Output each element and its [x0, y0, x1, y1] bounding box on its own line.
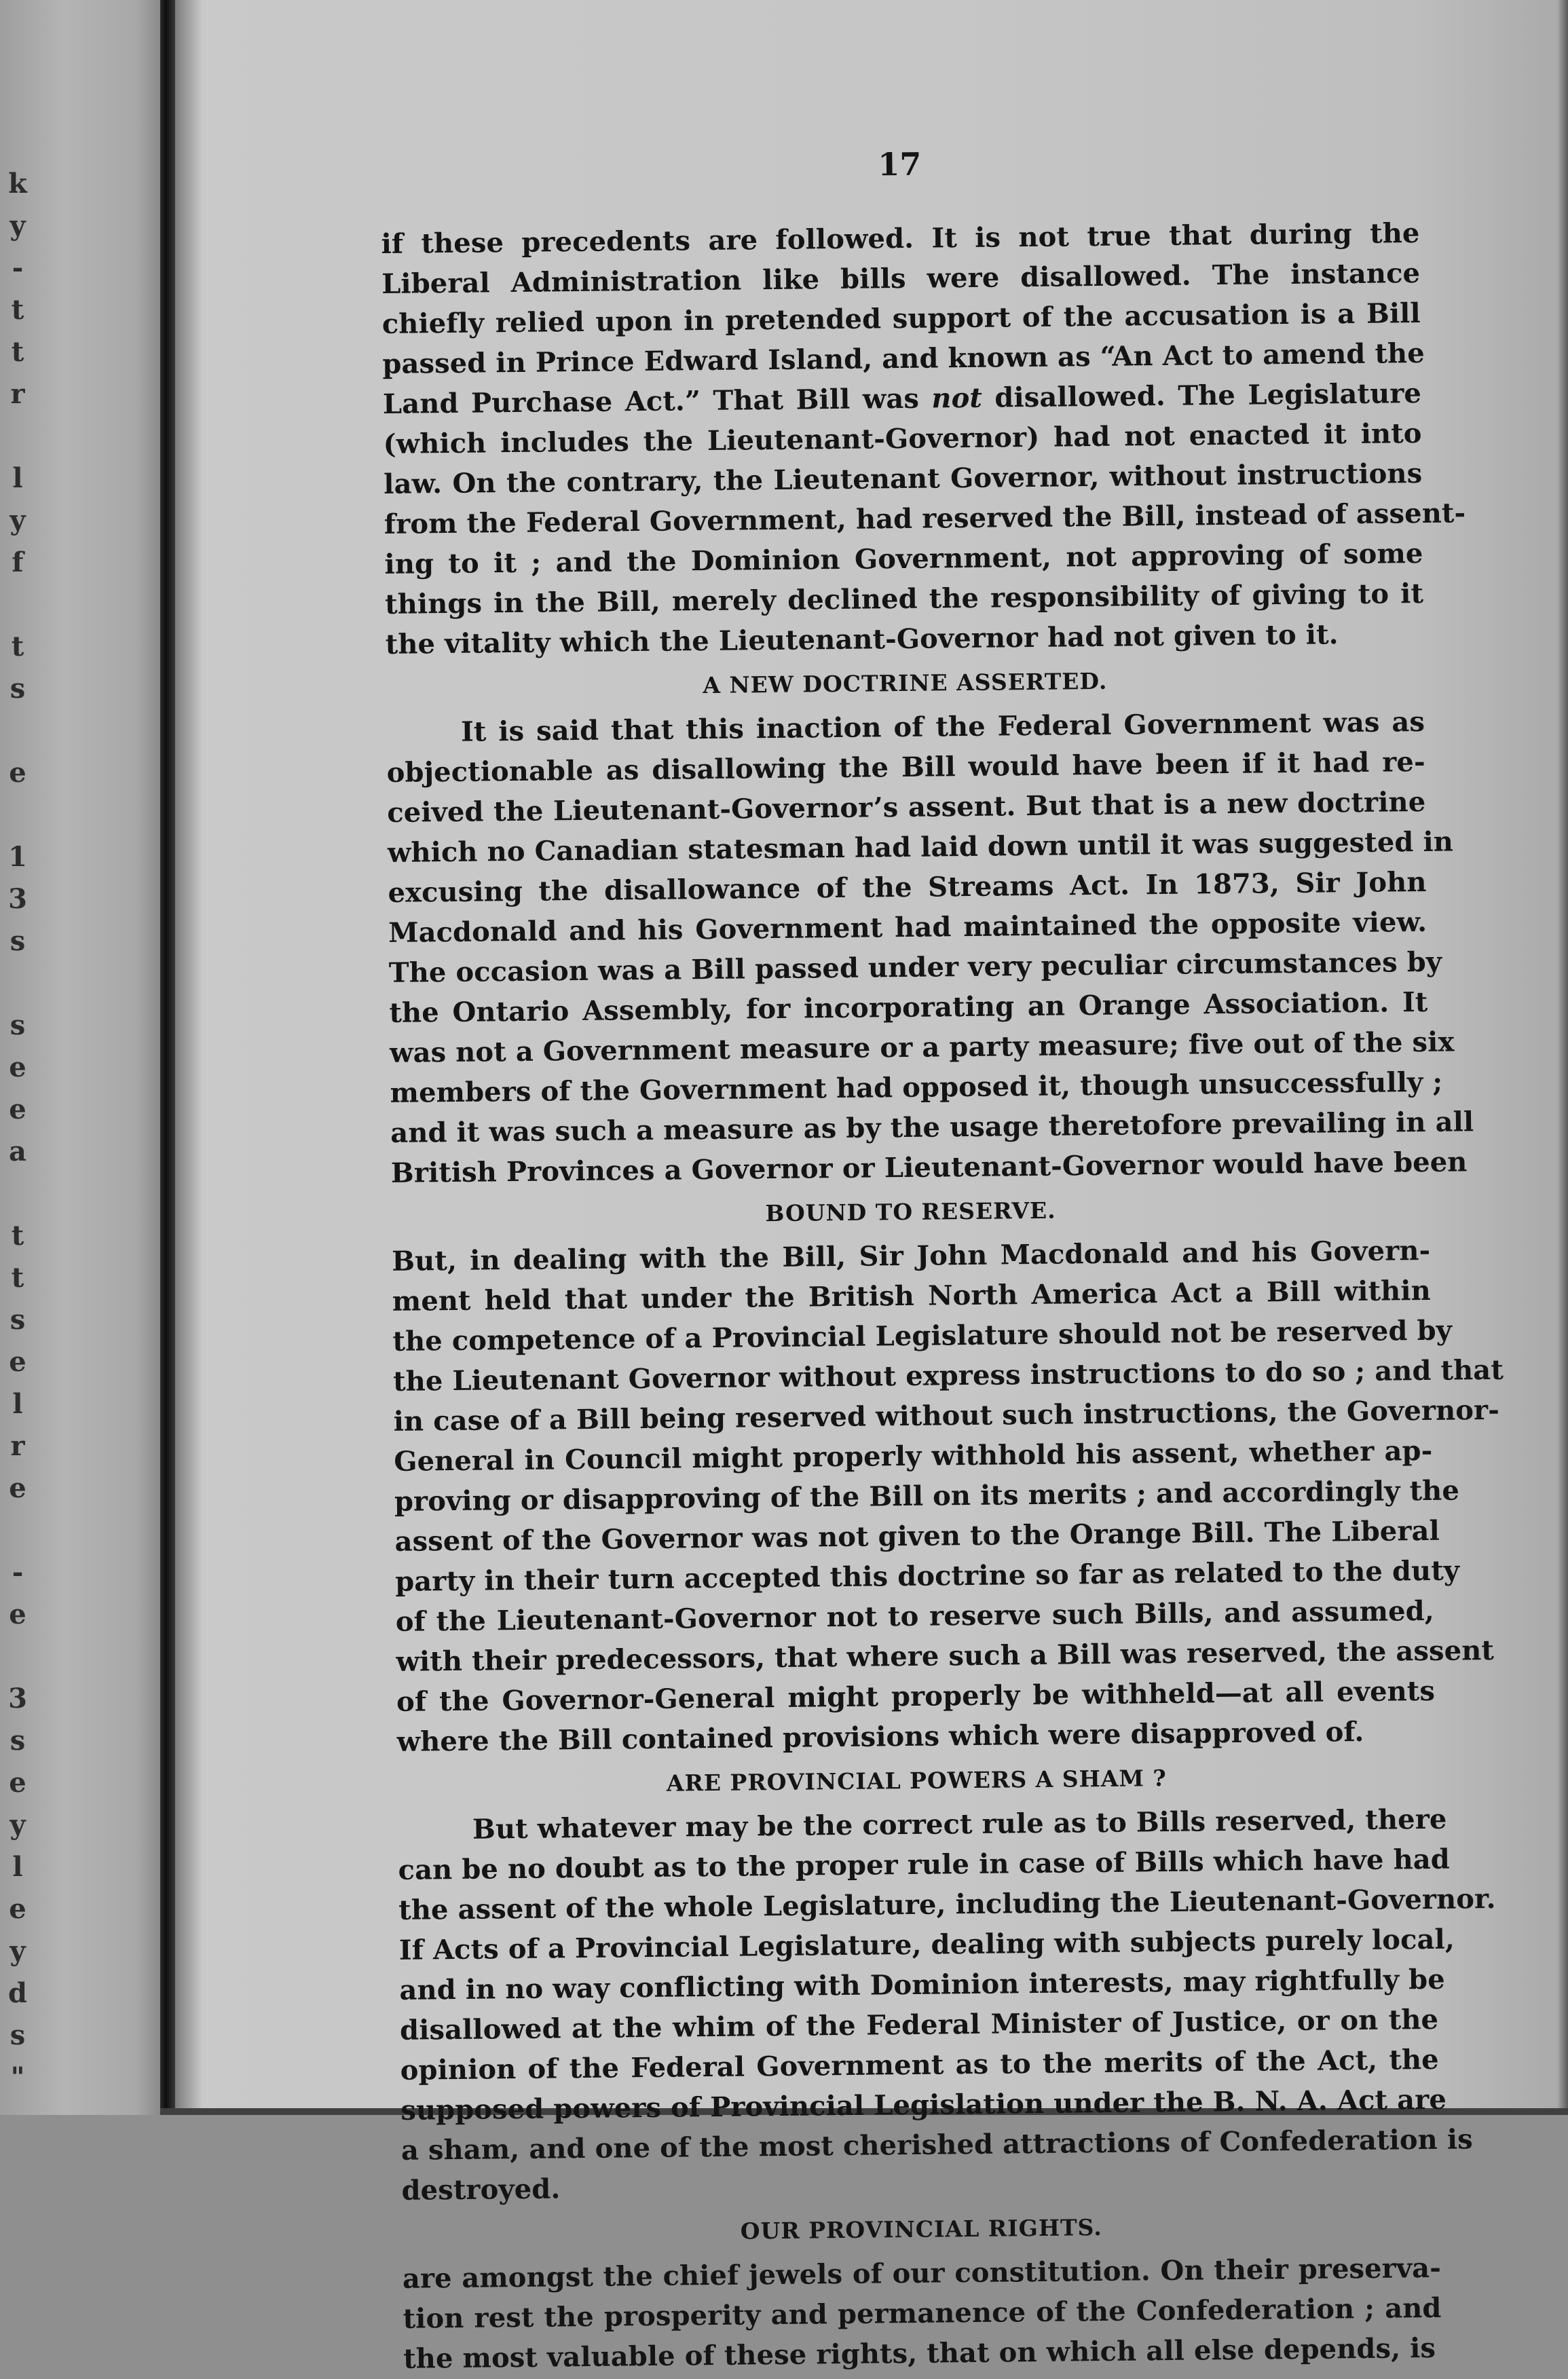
bleed-letter: e — [9, 1472, 26, 1504]
bleed-letter: t — [11, 631, 24, 662]
bleed-letter: r — [10, 378, 25, 410]
paragraph — [386, 702, 1474, 1193]
bleed-letter: l — [12, 1388, 23, 1420]
bleed-letter: t — [11, 336, 24, 368]
bleed-letter: s — [10, 673, 26, 705]
text-line: and it was such a measure as by the usage theretofore prevailing in all — [390, 1106, 1474, 1149]
text-line: the most valuable of these rights, that on which all else depends, is — [403, 2331, 1436, 2375]
text-line: a sham, and one of the most cherished attractions of Confederation is — [400, 2123, 1474, 2167]
paragraph — [392, 1231, 1504, 1762]
bleed-letter: y — [10, 210, 26, 242]
bleed-letter: r — [10, 1430, 25, 1462]
section-heading: BOUND TO RESERVE. — [765, 1197, 1056, 1227]
text-line: members of the Government had opposed it, though unsuccessfully ; — [390, 1066, 1443, 1109]
text-line: can be no doubt as to the proper rule in case of Bills which have had — [398, 1843, 1451, 1886]
paragraph — [403, 2248, 1442, 2379]
bleed-letter — [4, 1173, 31, 1215]
text-line: Macdonald and his Government had maintained the opposite view. — [388, 905, 1427, 949]
text-line: which no Canadian statesman had laid down until it was suggested in — [387, 825, 1454, 869]
section-heading: OUR PROVINCIAL RIGHTS. — [740, 2214, 1102, 2245]
text-line: proving or disapproving of the Bill on its merits ; and accordingly the — [394, 1474, 1460, 1518]
text-line: the Ontario Assembly, for incorporating an Orange Association. It — [389, 986, 1428, 1029]
bleed-letter: s — [10, 2019, 26, 2051]
text-line: the Lieutenant Governor without express instructions to do so ; and that — [392, 1353, 1504, 1398]
bleed-letter: y — [10, 1935, 26, 1967]
bleed-letter: k — [8, 168, 27, 200]
bleed-letter: f — [12, 546, 24, 578]
text-line: excusing the disallowance of the Streams Act. In 1873, Sir John — [388, 865, 1427, 909]
text-line: the assent of the whole Legislature, including the Lieutenant-Governor. — [398, 1882, 1496, 1926]
text-line: of the Governor-General might properly be withheld—at all events — [396, 1674, 1436, 1718]
page-number: 17 — [878, 145, 922, 183]
bleed-letter: s — [10, 1009, 26, 1041]
section-heading: ARE PROVINCIAL POWERS A SHAM ? — [666, 1764, 1167, 1797]
bleed-letter — [4, 415, 31, 457]
text-line: supposed powers of Provincial Legislation under the B. N. A. Act are — [400, 2083, 1447, 2127]
text-line: from the Federal Government, had reserved the Bill, instead of assent- — [384, 497, 1466, 540]
text-line: tion rest the prosperity and permanence of the Confederation ; and — [403, 2291, 1442, 2335]
bleed-letter: 3 — [8, 1683, 27, 1715]
bleed-letter — [4, 1636, 31, 1678]
text-line: assent of the Governor was not given to the Orange Bill. The Liberal — [394, 1514, 1440, 1558]
bleed-letter: l — [12, 462, 23, 494]
bleed-letter: 3 — [8, 883, 27, 915]
text-line: passed in Prince Edward Island, and known as “An Act to amend the — [382, 337, 1425, 380]
text-line: law. On the contrary, the Lieutenant Governor, without instructions — [384, 457, 1423, 500]
bleed-letter: t — [11, 1220, 24, 1252]
bleed-letter: " — [10, 2061, 25, 2093]
bleed-letter: l — [12, 1851, 23, 1883]
text-line: British Provinces a Governor or Lieutenant-Governor would have been — [390, 1146, 1468, 1189]
bleed-letter: e — [9, 1093, 26, 1125]
bleed-letter: e — [9, 1051, 26, 1083]
text-line: objectionable as disallowing the Bill would have been if it had re- — [386, 745, 1425, 789]
bleed-letter: y — [10, 1809, 26, 1841]
bleed-letter: a — [9, 1136, 26, 1167]
text-line: (which includes the Lieutenant-Governor) had not enacted it into — [383, 417, 1422, 460]
text-line: ing to it ; and the Dominion Government, not approving of some — [384, 537, 1423, 580]
bleed-letter — [4, 794, 31, 836]
text-line: are amongst the chief jewels of our constitution. On their preserva- — [402, 2251, 1442, 2295]
document-body — [381, 213, 1504, 2379]
text-line: It is said that this inaction of the Federal Government was as — [460, 705, 1425, 748]
bleed-letter: - — [12, 1556, 24, 1588]
text-line: was not a Government measure or a party measure; five out of the six — [389, 1026, 1455, 1069]
bleed-letter: y — [10, 504, 26, 536]
bleed-letter: e — [9, 1767, 26, 1799]
text-line: Liberal Administration like bills were disallowed. The instance — [381, 257, 1421, 300]
text-line: If Acts of a Provincial Legislature, dealing with subjects purely local, — [398, 1923, 1455, 1966]
text-line: the vitality which the Lieutenant-Governor had not given to it. — [385, 618, 1339, 660]
text-line: in case of a Bill being reserved without such instructions, the Governor- — [393, 1393, 1500, 1438]
bleed-letter: t — [11, 294, 24, 326]
text-line: things in the Bill, merely declined the responsibility of giving to it — [384, 577, 1424, 620]
text-line: and in no way conflicting with Dominion interests, may rightfully be — [399, 1963, 1446, 2006]
text-line: ceived the Lieutenant-Governor’s assent. But that is a new doctrine — [387, 785, 1426, 829]
text-line: But, in dealing with the Bill, Sir John Macdonald and his Govern- — [392, 1234, 1431, 1277]
text-line: of the Lieutenant-Governor not to reserve such Bills, and assumed, — [395, 1594, 1434, 1638]
spine-shadow — [175, 0, 202, 2115]
text-line: chiefly relied upon in pretended support of the accusation is a Bill — [381, 297, 1421, 340]
bleed-letter: d — [8, 1977, 27, 2009]
bleed-letter: s — [10, 1725, 26, 1757]
text-line: But whatever may be the correct rule as to Bills reserved, there — [472, 1803, 1447, 1846]
bleed-letter: t — [11, 1262, 24, 1294]
book-spine — [160, 0, 175, 2115]
text-line: where the Bill contained provisions which were disapproved of. — [396, 1715, 1364, 1758]
paragraph — [398, 1799, 1496, 2211]
text-line: Land Purchase Act.” That Bill was not disallowed. The Legislature — [382, 377, 1422, 420]
bleed-letter — [4, 584, 31, 626]
bleed-letter: e — [9, 757, 26, 789]
bleed-letter: 1 — [8, 841, 27, 873]
text-line: destroyed. — [401, 2173, 561, 2207]
facing-page-bleed-letters — [4, 163, 31, 2099]
text-line: opinion of the Federal Government as to the merits of the Act, the — [400, 2043, 1439, 2086]
bleed-letter: s — [10, 1304, 26, 1336]
text-line: if these precedents are followed. It is not true that during the — [381, 217, 1420, 260]
text-line: disallowed at the whim of the Federal Minister of Justice, or on the — [399, 2003, 1439, 2046]
bleed-letter: e — [9, 1346, 26, 1378]
bleed-letter: e — [9, 1598, 26, 1630]
text-line: General in Council might properly withhold his assent, whether ap- — [394, 1434, 1433, 1478]
paragraph — [381, 213, 1466, 664]
text-line: The occasion was a Bill passed under very peculiar circumstances by — [388, 945, 1442, 989]
bleed-letter: e — [9, 1893, 26, 1925]
bleed-letter — [4, 1510, 31, 1552]
text-line: with their predecessors, that where such a Bill was reserved, the assent — [396, 1634, 1495, 1678]
section-heading: A NEW DOCTRINE ASSERTED. — [703, 667, 1108, 699]
bleed-letter — [4, 710, 31, 752]
text-line: ment held that under the British North America Act a Bill within — [392, 1274, 1432, 1317]
document-page — [380, 132, 1504, 2375]
text-line: the competence of a Provincial Legislature should not be reserved by — [392, 1314, 1453, 1357]
bleed-letter — [4, 962, 31, 1005]
bleed-letter: - — [12, 252, 24, 284]
bleed-letter: s — [10, 925, 26, 957]
text-line: party in their turn accepted this doctrine so far as related to the duty — [394, 1554, 1460, 1598]
page-right-edge — [1557, 0, 1568, 2115]
